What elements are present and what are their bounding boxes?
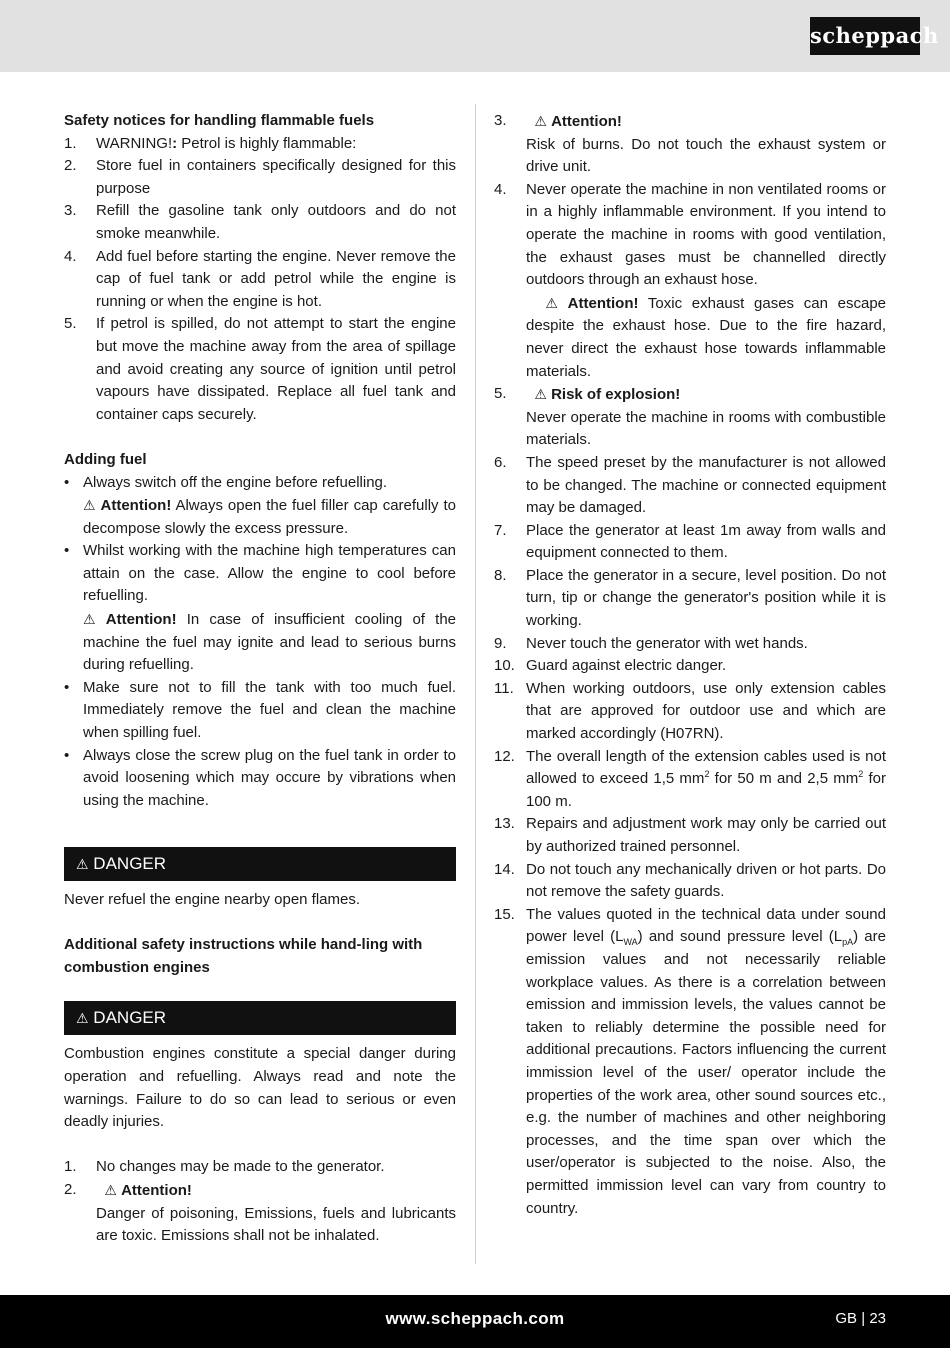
- list-item: 3. Refill the gasoline tank only outdoors and do not smoke meanwhile.: [64, 202, 456, 242]
- bullet-icon: •: [64, 746, 70, 764]
- list-item: 9. Never touch the generator with wet hands.: [494, 634, 808, 652]
- section-heading-combustion-engines: Additional safety instructions while hand-ling with combustion engines: [64, 936, 423, 976]
- section-heading-adding-fuel: Adding fuel: [64, 450, 147, 468]
- list-item: 1. WARNING!: Petrol is highly flammable:: [64, 134, 357, 152]
- list-item: 1. No changes may be made to the generator.: [64, 1158, 385, 1176]
- warning-triangle-icon: ⚠: [83, 611, 96, 628]
- list-item: 14. Do not touch any mechanically driven or hot parts. Do not remove the safety guards.: [494, 860, 886, 901]
- right-column: [494, 110, 886, 1220]
- warning-triangle-icon: ⚠: [104, 1181, 117, 1198]
- list-item: 7. Place the generator at least 1m away from walls and equipment connected to them.: [494, 521, 886, 562]
- list-item: 4. Add fuel before starting the engine. Never remove the cap of fuel tank or add petrol while the engine is running or when the engine is hot.: [64, 247, 456, 310]
- website-link[interactable]: www.scheppach.com: [385, 1309, 565, 1328]
- warning-triangle-icon: ⚠: [76, 856, 89, 872]
- warning-triangle-icon: ⚠: [534, 113, 547, 129]
- list-item: 5. ⚠ Risk of explosion! Never operate the machine in rooms with combustible materials.: [494, 385, 886, 449]
- warning-triangle-icon: ⚠: [545, 294, 558, 311]
- left-column: [64, 110, 456, 1248]
- danger-banner: ⚠ DANGER: [64, 1001, 456, 1035]
- bullet-icon: •: [64, 473, 70, 491]
- list-item: 5. If petrol is spilled, do not attempt to start the engine but move the machine away from the area of spillage and avoid creating any source of ignition until petrol vapours have dissipated. Replace all fuel tank and container caps securely.: [64, 315, 456, 423]
- bullet-item: • Whilst working with the machine high temperatures can attain on the case. Allow the engine to cool before refuelling. ⚠ Attention! In case of insufficient cooling of the machine the fuel may ignite and lead to serious burns during refuelling.: [64, 540, 456, 677]
- danger-banner: ⚠ DANGER: [64, 847, 456, 881]
- list-item: 2. ⚠ Attention! Danger of poisoning, Emissions, fuels and lubricants are toxic. Emissions shall not be inhalated.: [64, 1180, 456, 1245]
- page-footer: [0, 1295, 950, 1348]
- list-item: 3. ⚠ Attention! Risk of burns. Do not touch the exhaust system or drive unit.: [494, 112, 886, 176]
- list-item: 13. Repairs and adjustment work may only be carried out by authorized trained personnel.: [494, 815, 886, 855]
- bullet-item: • Always close the screw plug on the fuel tank in order to avoid loosening which may occure by vibrations when using the machine.: [64, 745, 456, 813]
- brand-logo: scheppach: [810, 17, 920, 55]
- column-divider: [475, 104, 476, 1264]
- section-heading-flammable-fuels: Safety notices for handling flammable fuels: [64, 112, 375, 129]
- warning-triangle-icon: ⚠: [534, 386, 547, 403]
- warning-triangle-icon: ⚠: [76, 1010, 89, 1027]
- bullet-item: • Always switch off the engine before refuelling. ⚠ Attention! Always open the fuel filler cap carefully to decompose slowly the excess pressure.: [64, 472, 456, 541]
- warning-triangle-icon: ⚠: [83, 497, 96, 514]
- danger-text: Combustion engines constitute a special danger during operation and refuelling. Always read and note the warnings. Failure to do so can lead to serious or even deadly injuries.: [64, 1045, 456, 1131]
- list-item: 11. When working outdoors, use only extension cables that are approved for outdoor use and which are marked accordingly (H07RN).: [494, 679, 886, 743]
- danger-text: Never refuel the engine nearby open flames.: [64, 891, 361, 908]
- page-header: [0, 0, 950, 72]
- bullet-item: • Make sure not to fill the tank with too much fuel. Immediately remove the fuel and clean the machine when spilling fuel.: [64, 677, 456, 745]
- list-item: 10. Guard against electric danger.: [494, 657, 727, 675]
- list-item: 12. The overall length of the extension cables used is not allowed to exceed 1,5 $mm^2$ for 50 m and 2,5 $mm^2$ for 100 m.: [494, 747, 886, 810]
- list-item: 8. Place the generator in a secure, level position. Do not turn, tip or change the generator's position while it is working.: [494, 566, 886, 630]
- list-item: 4. Never operate the machine in non ventilated rooms or in a highly inflammable environment. If you intend to operate the machine in rooms with good ventilation, the exhaust gases must be channelled directly outdoors through an exhaust hose. ⚠ Attention! Toxic exhaust gases can escape despite the exhaust hose. Due to the fire hazard, never direct the exhaust hose towards inflammable materials.: [494, 180, 886, 380]
- list-item: 15. The values quoted in the technical data under sound power level $(L_{WA})$ and sound pressure level $(L_{pA})$ are emission values and not necessarily reliable workplace values. As there is a correlation between emission and immission levels, the values cannot be taken to reliably determine the possible need for additional precautions. Factors influencing the current immission level of the user/ operator include the properties of the work area, other sound sources etc., e.g. the number of machines and other neighboring processes, and the time span over which the user/operator is subjected to the noise. Also, the permitted immission level can vary from country to country.: [494, 905, 886, 1217]
- list-item: 6. The speed preset by the manufacturer is not allowed to be changed. The machine or connected equipment may be damaged.: [494, 453, 886, 517]
- bullet-icon: •: [64, 678, 70, 696]
- bullet-icon: •: [64, 542, 70, 560]
- page-number: GB | 23: [835, 1310, 886, 1327]
- list-item: 2. Store fuel in containers specifically designed for this purpose: [64, 157, 456, 197]
